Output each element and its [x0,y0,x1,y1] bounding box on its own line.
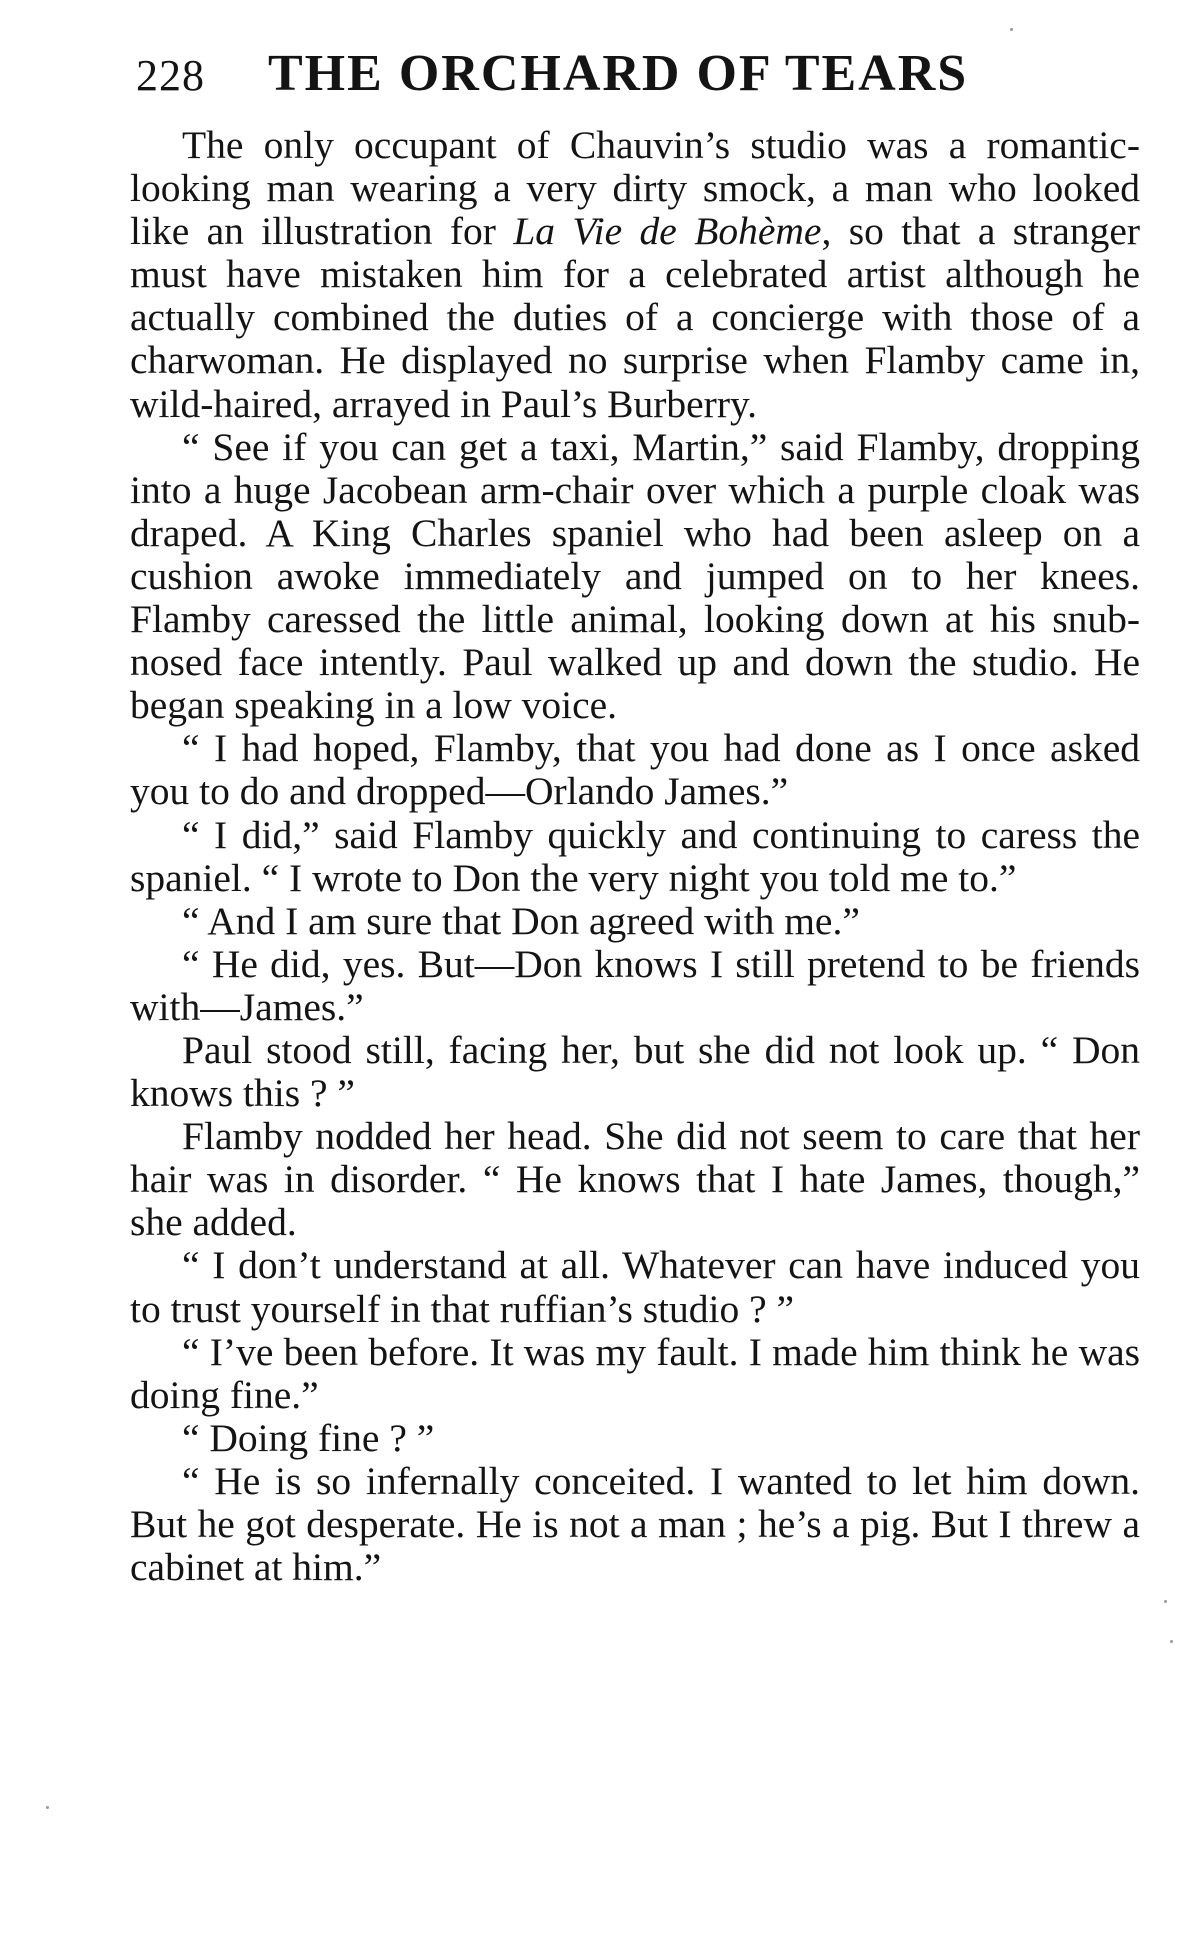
paragraph-7: Paul stood still, facing her, but she did not look up. “ Don knows this ? ” [130,1027,1140,1116]
paragraph-2: “ See if you can get a taxi, Martin,” said Flamby, dropping into a huge Jacobean arm-chair over which a purple cloak was draped. A King Charles spaniel who had been asleep on a cushion awoke immediately and jumped on to her knees. Flamby caressed the little animal, looking down at his snub-nosed face intently. Paul walked up and down the studio. He began speaking in a low voice. [130,424,1140,728]
paper-speck [46,1806,49,1809]
page-number: 228 [136,51,205,100]
body-text [130,124,1140,1589]
paragraph-6: “ He did, yes. But—Don knows I still pretend to be friends with—James.” [130,941,1140,1029]
paragraph-11: “ Doing fine ? ” [182,1415,435,1460]
paragraph-1-text-b: , so that a stranger must have mistaken him for a celebrated artist although he actually combined the duties of a concierge with those of a charwoman. He displayed no surprise when Flamby came in, wild-haired, arrayed in Paul’s Burberry. [130,209,1141,426]
paragraph-12: “ He is so infernally conceited. I wanted to let him down. But he got desperate. He is not a man ; he’s a pig. But I threw a cabinet at him.” [130,1458,1140,1590]
paragraph-1-text-a: The only occupant of Chauvin’s studio was a romantic-looking man wearing a very dirty smock, a man who looked like an illustration for [130,123,1140,254]
paper-speck [1164,1600,1167,1603]
book-title-italic: La Vie de Bohème [513,209,822,254]
running-title: THE ORCHARD OF TEARS [268,45,969,102]
paragraph-3: “ I had hoped, Flamby, that you had done as I once asked you to do and dropped—Orlando James.” [130,726,1140,814]
page-header [136,44,1140,114]
paper-speck [1010,28,1013,31]
paragraph-9: “ I don’t understand at all. Whatever can have induced you to trust yourself in that ruffian’s studio ? ” [130,1243,1140,1331]
paragraph-4: “ I did,” said Flamby quickly and continuing to caress the spaniel. “ I wrote to Don the very night you told me to.” [130,812,1140,900]
paragraph-8: Flamby nodded her head. She did not seem to care that her hair was in disorder. “ He knows that I hate James, though,” she added. [130,1114,1140,1245]
paragraph-1 [130,124,1140,426]
paragraph-5: “ And I am sure that Don agreed with me.” [182,898,860,943]
paper-speck [1170,1640,1173,1643]
paragraph-10: “ I’ve been before. It was my fault. I made him think he was doing fine.” [130,1329,1140,1417]
